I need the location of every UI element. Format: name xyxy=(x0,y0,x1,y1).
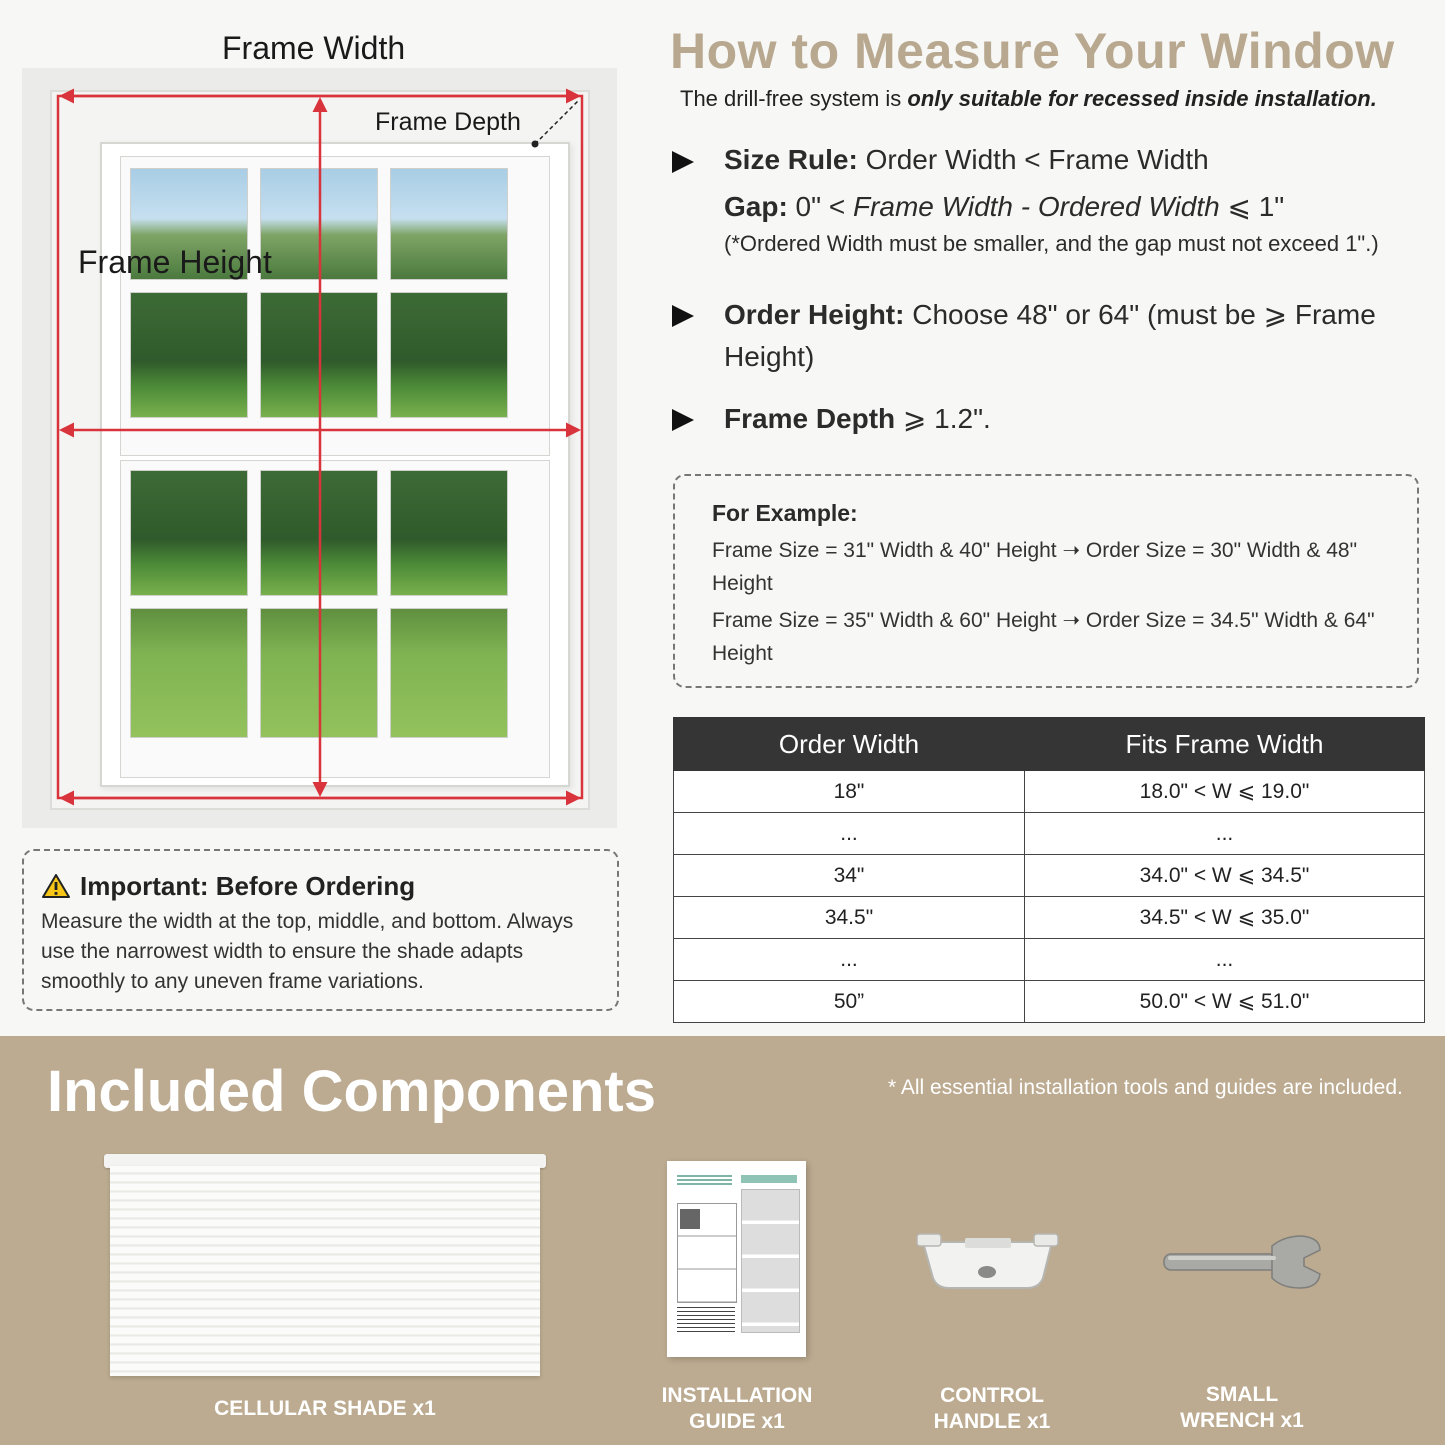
table-row xyxy=(674,939,1425,981)
table-row xyxy=(674,813,1425,855)
guide-steps xyxy=(741,1189,800,1333)
component-label-wrench xyxy=(1142,1382,1342,1434)
column-header: Order Width xyxy=(674,718,1025,771)
gap-label: Gap: xyxy=(724,191,788,222)
table-row xyxy=(674,771,1425,813)
table-cell: 18.0" < W ⩽ 19.0" xyxy=(1025,771,1425,813)
order-height-text xyxy=(724,294,1394,378)
gap-note: (*Ordered Width must be smaller, and the gap must not exceed 1".) xyxy=(724,231,1379,256)
table-cell: 34.5" < W ⩽ 35.0" xyxy=(1025,897,1425,939)
page-title: How to Measure Your Window xyxy=(670,23,1395,79)
example-box xyxy=(673,474,1419,688)
table-cell: ... xyxy=(674,939,1025,981)
bullet-triangle-icon xyxy=(672,409,694,431)
frame-height-label: Frame Height xyxy=(78,244,272,280)
installation-guide-image xyxy=(667,1161,806,1357)
important-box xyxy=(22,849,619,1011)
components-title: Included Components xyxy=(47,1059,656,1124)
order-height-label: Order Height: xyxy=(724,299,905,330)
table-cell: ... xyxy=(674,813,1025,855)
component-label-line: SMALL xyxy=(1205,1383,1279,1406)
table-cell: ... xyxy=(1025,939,1425,981)
important-heading: Important: Before Ordering xyxy=(80,871,416,901)
component-label-shade xyxy=(175,1396,475,1422)
table-cell: ... xyxy=(1025,813,1425,855)
bullet-triangle-icon xyxy=(672,151,694,173)
table-cell: 34" xyxy=(674,855,1025,897)
component-label-line: CONTROL xyxy=(940,1384,1044,1407)
component-label-guide xyxy=(637,1383,837,1435)
subtitle-emphasis: only suitable for recessed inside installation. xyxy=(907,86,1377,111)
guide-header-bar xyxy=(741,1175,797,1183)
bullet-triangle-icon xyxy=(672,305,694,327)
component-label-line: INSTALLATION xyxy=(661,1384,813,1407)
page-subtitle xyxy=(680,86,1377,112)
component-label-handle xyxy=(892,1383,1092,1435)
components-note: * All essential installation tools and guides are included. xyxy=(888,1076,1403,1099)
table-row xyxy=(674,855,1425,897)
table-cell: 34.0" < W ⩽ 34.5" xyxy=(1025,855,1425,897)
example-heading: For Example: xyxy=(712,500,858,526)
gap-emphasis: Frame Width - Ordered Width xyxy=(852,191,1220,222)
frame-depth-text xyxy=(724,398,1424,440)
component-label-line: CELLULAR SHADE x1 xyxy=(214,1397,436,1420)
guide-text-lines xyxy=(677,1307,735,1333)
frame-depth-rule-value: ⩾ 1.2". xyxy=(895,403,991,434)
component-label-line: GUIDE x1 xyxy=(689,1410,785,1433)
measurement-lines xyxy=(22,68,617,828)
gap-suffix: ⩽ 1" xyxy=(1219,191,1285,222)
guide-title-lines xyxy=(677,1175,732,1185)
subtitle-prefix: The drill-free system is xyxy=(680,86,908,111)
component-label-line: HANDLE x1 xyxy=(933,1410,1051,1433)
component-label-line: WRENCH x1 xyxy=(1180,1409,1304,1432)
table-cell: 50.0" < W ⩽ 51.0" xyxy=(1025,981,1425,1023)
frame-width-label: Frame Width xyxy=(222,30,406,66)
gap-prefix: 0" < xyxy=(787,191,853,222)
size-rule-value: Order Width < Frame Width xyxy=(857,144,1209,175)
table-cell: 50” xyxy=(674,981,1025,1023)
important-body: Measure the width at the top, middle, and bottom. Always use the narrowest width to ensure the shade adapts smoothly to any uneven frame variations. xyxy=(41,910,574,993)
frame-depth-label: Frame Depth xyxy=(375,108,521,136)
control-handle-image xyxy=(915,1228,1060,1294)
order-height-value: Choose 48" or 64" (must be ⩾ Frame Height) xyxy=(724,299,1376,372)
size-rule-text xyxy=(724,140,1424,259)
size-table xyxy=(673,717,1425,1023)
window-photo xyxy=(22,68,617,828)
shade-fabric xyxy=(110,1166,540,1376)
cellular-shade-image xyxy=(104,1154,546,1376)
guide-swatch xyxy=(680,1209,700,1229)
table-cell: 18" xyxy=(674,771,1025,813)
frame-depth-rule-label: Frame Depth xyxy=(724,403,896,434)
size-rule-label: Size Rule: xyxy=(724,144,858,175)
depth-leader-line xyxy=(535,101,578,144)
column-header: Fits Frame Width xyxy=(1025,718,1425,771)
table-cell: 34.5" xyxy=(674,897,1025,939)
warning-triangle-icon xyxy=(41,873,71,899)
table-row xyxy=(674,981,1425,1023)
table-row xyxy=(674,897,1425,939)
example-line-1: Frame Size = 31" Width & 40" Height ➝ Order Size = 30" Width & 48" Height xyxy=(712,539,1358,595)
table-header-row xyxy=(674,718,1425,771)
depth-point xyxy=(532,141,539,148)
example-line-2: Frame Size = 35" Width & 60" Height ➝ Order Size = 34.5" Width & 64" Height xyxy=(712,609,1375,665)
small-wrench-image xyxy=(1160,1232,1325,1292)
